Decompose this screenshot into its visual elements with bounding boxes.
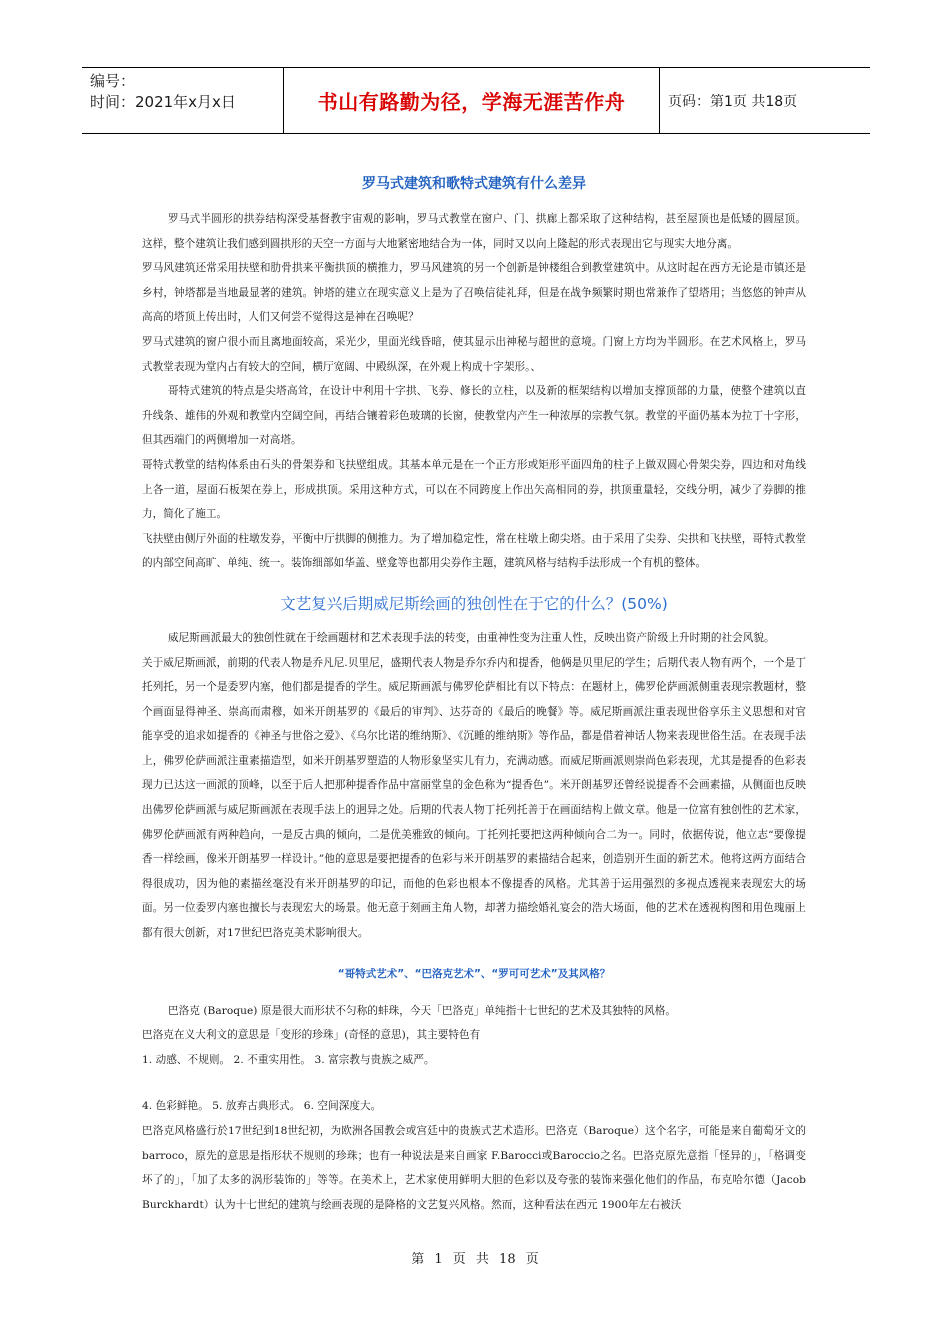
list-line: 1. 动感、不规则。 2. 不重实用性。 3. 富宗教与贵族之威严。 — [142, 1053, 435, 1066]
section-title-architecture: 罗马式建筑和歌特式建筑有什么差异 — [362, 176, 586, 192]
paragraph: 飞扶壁由侧厅外面的柱墩发券，平衡中厅拱脚的侧推力。为了增加稳定性，常在柱墩上砌尖塔。由于采用了尖券、尖拱和飞扶壁，哥特式教堂的内部空间高旷、单纯、统一。装饰细部如华盖、壁龛等也都用尖券作主题，建筑风格与结构手法形成一个有机的整体。 — [142, 532, 806, 570]
page-header — [82, 67, 870, 134]
header-motto: 书山有路勤为径，学海无涯苦作舟 — [283, 68, 660, 133]
header-page-number: 页码：第1页 共18页 — [668, 93, 798, 110]
paragraph: 威尼斯画派最大的独创性就在于绘画题材和艺术表现手法的转变，由重神性变为注重人性，反映出资产阶级上升时期的社会风貌。 — [168, 631, 775, 644]
document-time-label: 时间：2021年x月x日 — [90, 93, 236, 111]
section-title-art-styles: “哥特式艺术”、“巴洛克艺术”、“罗可可艺术”及其风格？ — [337, 967, 611, 980]
paragraph: 关于威尼斯画派，前期的代表人物是乔凡尼.贝里尼，盛期代表人物是乔尔乔内和提香，他俩是贝里尼的学生；后期代表人物有两个，一个是丁托列托，另一个是委罗内塞，他们都是提香的学生。威尼斯画派与佛罗伦萨相比有以下特点：在题材上，佛罗伦萨画派侧重表现宗教题材，整个画面显得神圣、崇高而肃穆，如米开朗基罗的《最后的审判》、达芬奇的《最后的晚餐》等。威尼斯画派注重表现世俗享乐主义思想和对官能享受的追求如提香的《神圣与世俗之爱》、《乌尔比诺的维纳斯》、《沉睡的维纳斯》等作品，都是借着神话人物来表现世俗生活。在表现手法上，佛罗伦萨画派注重素描造型，如米开朗基罗塑造的人物形象坚实儿有力，充满动感。而威尼斯画派则崇尚色彩表现，尤其是提香的色彩表现力已达这一画派的顶峰，以至于后人把那种提香作品中富丽堂皇的金色称为“提香色”。米开朗基罗还曾经说提香不会画素描，从侧面也反映出佛罗伦萨画派与威尼斯画派在表现手法上的迥异之处。后期的代表人物丁托列托善于在画面结构上做文章。他是一位富有独创性的艺术家，佛罗伦萨画派有两种趋向，一是反古典的倾向，二是优美雅致的倾向。丁托列托要把这两种倾向合二为一。同时，依据传说，他立志“要像提香一样绘画，像米开朗基罗一样设计。”他的意思是要把提香的色彩与米开朗基罗的素描结合起来，创造别开生面的新艺术。他将这两方面结合得很成功，因为他的素描丝毫没有米开朗基罗的印记，而他的色彩也根本不像提香的风格。尤其善于运用强烈的多视点透视来表现宏大的场面。另一位委罗内塞也擅长与表现宏大的场景。他无意于刻画主角人物，却著力描绘婚礼宴会的浩大场面，他的艺术在透视构图和用色瑰丽上都有很大创新，对17世纪巴洛克美术影响很大。 — [142, 656, 806, 940]
paragraph: 哥特式建筑的特点是尖塔高耸，在设计中利用十字拱、飞券、修长的立柱，以及新的框架结构以增加支撑顶部的力量，使整个建筑以直升线条、雄伟的外观和教堂内空阔空间，再结合镶着彩色玻璃的长窗，使教堂内产生一种浓厚的宗教气氛。教堂的平面仍基本为拉丁十字形，但其西端门的两侧增加一对高塔。 — [142, 385, 806, 447]
paragraph: 罗马式建筑的窗户很小而且离地面较高，采光少，里面光线昏暗，使其显示出神秘与超世的意境。门窗上方均为半圆形。在艺术风格上，罗马式教堂表现为堂内占有较大的空间，横厅宽阔、中殿纵深，在外观上构成十字架形。、 — [142, 335, 806, 373]
header-info-cell — [82, 68, 283, 133]
paragraph: 巴洛克 (Baroque) 原是很大而形状不匀称的蚌珠，今天「巴洛克」单纯指十七世纪的艺术及其独特的风格。 — [168, 1004, 677, 1017]
list-line: 4. 色彩鲜艳。 5. 放弃古典形式。 6. 空间深度大。 — [142, 1100, 382, 1113]
paragraph: 罗马风建筑还常采用扶壁和肋骨拱来平衡拱顶的横推力，罗马风建筑的另一个创新是钟楼组合到教堂建筑中。从这时起在西方无论是市镇还是乡村，钟塔都是当地最显著的建筑。钟塔的建立在现实意义上是为了召唤信徒礼拜，但是在战争频繁时期也常兼作了望塔用；当悠悠的钟声从高高的塔顶上传出时，人们又何尝不觉得这是神在召唤呢？ — [142, 262, 806, 324]
paragraph: 哥特式教堂的结构体系由石头的骨架券和飞扶壁组成。其基本单元是在一个正方形或矩形平面四角的柱子上做双圆心骨架尖券，四边和对角线上各一道，屋面石板架在券上，形成拱顶。采用这种方式，可以在不同跨度上作出矢高相同的券，拱顶重量轻，交线分明，减少了券脚的推力，简化了施工。 — [142, 458, 806, 521]
paragraph: 罗马式半圆形的拱券结构深受基督教宇宙观的影响，罗马式教堂在窗户、门、拱廊上都采取了这种结构，甚至屋顶也是低矮的圆屋顶。这样，整个建筑让我们感到圆拱形的天空一方面与大地紧密地结合为一体，同时又以向上隆起的形式表现出它与现实大地分离。 — [142, 213, 806, 250]
paragraph: 巴洛克风格盛行於17世纪到18世纪初，为欧洲各国教会或宫廷中的贵族式艺术造形。巴洛克（Baroque）这个名字，可能是来自葡萄牙文的barroco，原先的意思是指形状不规则的珍珠；也有一种说法是来自画家 F.Barocci或Baroccio之名。巴洛克原先意指「怪异的」，「格调变坏了的」，「加了太多的涡形装饰的」等等。在美术上，艺术家使用鲜明大胆的色彩以及夸张的装饰来强化他们的作品，布克哈尔德（Jacob Burckhardt）认为十七世纪的建筑与绘画表现的是降格的文艺复兴风格。然而，这种看法在西元 1900年左右被沃 — [142, 1125, 806, 1211]
section-title-venetian-painting: 文艺复兴后期威尼斯绘画的独创性在于它的什么？(50%) — [280, 594, 668, 613]
page-footer: 第 1 页 共 18 页 — [411, 1252, 539, 1267]
document-code-label: 编号： — [90, 72, 136, 90]
document-body — [142, 170, 806, 1217]
paragraph: 巴洛克在义大利文的意思是「变形的珍珠」(奇怪的意思)，其主要特色有 — [142, 1029, 481, 1042]
